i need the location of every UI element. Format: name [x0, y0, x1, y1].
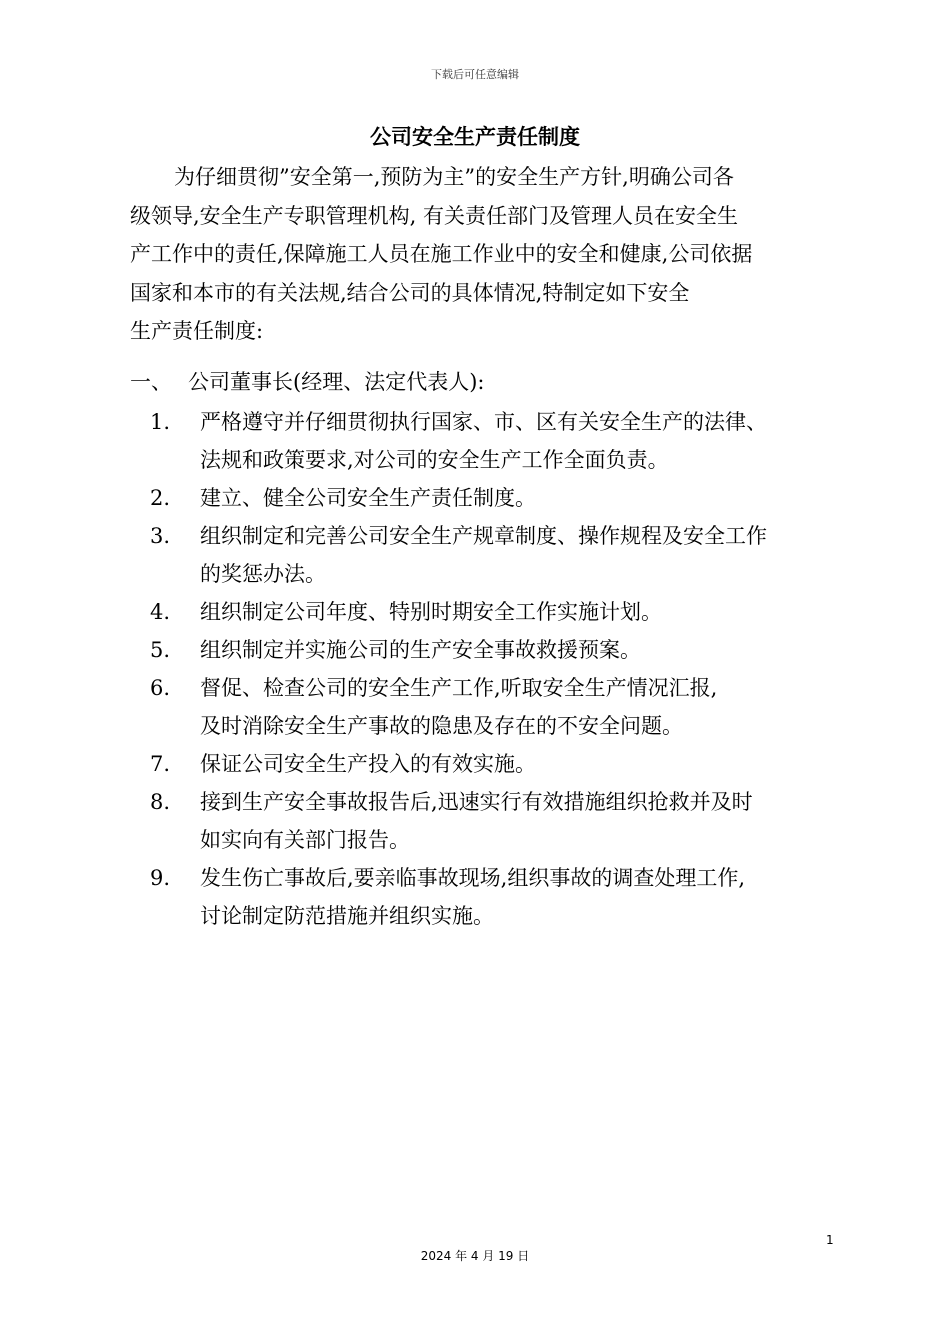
section-heading-text: 公司董事长(经理、法定代表人): — [188, 370, 485, 394]
item-text: 发生伤亡事故后,要亲临事故现场,组织事故的调查处理工作, — [200, 866, 746, 890]
item-text-continued: 讨论制定防范措施并组织实施。 — [200, 904, 494, 928]
item-number: 8. — [150, 790, 171, 814]
footer-date: 2024 年 4 月 19 日 — [420, 1249, 530, 1263]
item-number: 2. — [150, 486, 171, 510]
item-number: 1. — [150, 410, 171, 434]
item-text: 建立、健全公司安全生产责任制度。 — [200, 486, 536, 510]
item-text: 组织制定和完善公司安全生产规章制度、操作规程及安全工作 — [200, 524, 767, 548]
item-text-continued: 法规和政策要求,对公司的安全生产工作全面负责。 — [200, 448, 669, 472]
list-item — [150, 517, 850, 593]
intro-line: 级领导,安全生产专职管理机构, 有关责任部门及管理人员在安全生 — [130, 203, 739, 228]
list-item — [150, 631, 850, 669]
item-number: 3. — [150, 524, 171, 548]
list-item — [150, 669, 850, 745]
item-text: 接到生产安全事故报告后,迅速实行有效措施组织抢救并及时 — [200, 790, 753, 814]
item-text: 保证公司安全生产投入的有效实施。 — [200, 752, 536, 776]
item-number: 6. — [150, 676, 171, 700]
intro-line: 生产责任制度: — [130, 319, 264, 343]
list-item — [150, 745, 850, 783]
intro-line: 国家和本市的有关法规,结合公司的具体情况,特制定如下安全 — [130, 280, 690, 305]
item-number: 4. — [150, 600, 171, 624]
list-item — [150, 403, 850, 479]
item-text: 严格遵守并仔细贯彻执行国家、市、区有关安全生产的法律、 — [200, 410, 767, 434]
item-text: 组织制定并实施公司的生产安全事故救援预案。 — [200, 638, 641, 662]
item-text-continued: 如实向有关部门报告。 — [200, 828, 410, 852]
document-title: 公司安全生产责任制度 — [370, 125, 580, 149]
header-note: 下载后可任意编辑 — [431, 68, 519, 81]
list-item — [150, 479, 850, 517]
section-heading — [130, 363, 484, 401]
item-text: 组织制定公司年度、特别时期安全工作实施计划。 — [200, 600, 662, 624]
section-marker: 一、 — [130, 370, 172, 394]
item-number: 7. — [150, 752, 171, 776]
intro-line: 产工作中的责任,保障施工人员在施工作业中的安全和健康,公司依据 — [130, 242, 753, 266]
list-item — [150, 859, 850, 935]
intro-paragraph — [130, 158, 840, 351]
page-number: 1 — [826, 1233, 834, 1247]
item-text-continued: 的奖惩办法。 — [200, 562, 326, 586]
responsibility-list — [150, 403, 850, 935]
intro-line: 为仔细贯彻”安全第一,预防为主”的安全生产方针,明确公司各 — [174, 165, 734, 189]
item-text: 督促、检查公司的安全生产工作,听取安全生产情况汇报, — [200, 676, 718, 700]
list-item — [150, 593, 850, 631]
list-item — [150, 783, 850, 859]
item-number: 5. — [150, 638, 171, 662]
item-number: 9. — [150, 866, 171, 890]
item-text-continued: 及时消除安全生产事故的隐患及存在的不安全问题。 — [200, 714, 683, 738]
